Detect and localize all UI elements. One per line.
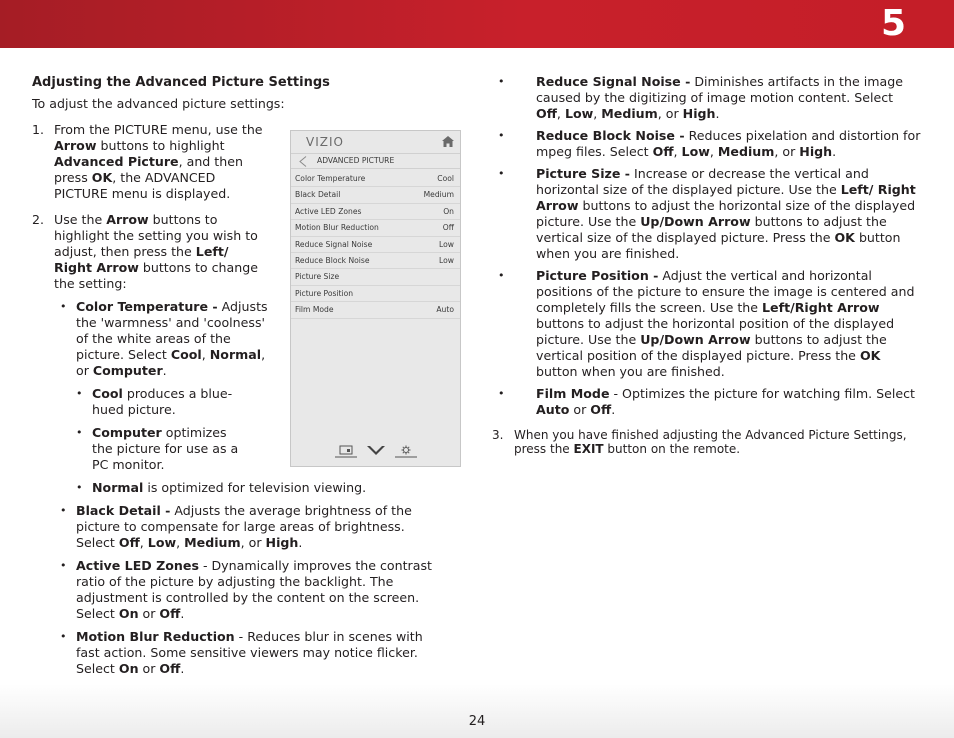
chapter-header-bar: [0, 0, 954, 48]
step-text: Use the Arrow buttons to highlight the setting you wish to adjust, then press the Left/ Right Arrow buttons to change the setting:: [54, 212, 258, 291]
home-icon: [442, 136, 454, 147]
menu-row-label: Motion Blur Reduction: [295, 223, 379, 233]
section-title: Adjusting the Advanced Picture Settings: [32, 75, 330, 90]
menu-row: [291, 269, 460, 285]
menu-row: [291, 286, 460, 302]
sub-bullet-cool: • Cool produces a blue-hued picture.: [70, 386, 250, 418]
menu-row-label: Film Mode: [295, 305, 334, 315]
bullet-black-detail: • Black Detail - Adjusts the average brightness of the picture to compensate for large areas of brightness. Select Off, Low, Medium, or High.: [54, 503, 432, 551]
menu-row-value: On: [443, 206, 454, 216]
bullet-reduce-signal-noise: • Reduce Signal Noise - Diminishes artifacts in the image caused by the digitizing of image motion content. Select Off, Low, Medium, or High.: [492, 74, 922, 122]
step-number: 2.: [32, 212, 45, 227]
advanced-picture-menu-illustration: [290, 130, 461, 467]
menu-row-label: Picture Size: [295, 272, 340, 282]
menu-row: [291, 204, 460, 220]
menu-row: [291, 253, 460, 269]
step-text: From the PICTURE menu, use the Arrow buttons to highlight Advanced Picture, and then press OK, the ADVANCED PICTURE menu is displayed.: [54, 122, 263, 201]
bullet-motion-blur-reduction: • Motion Blur Reduction - Reduces blur in scenes with fast action. Some sensitive viewers may notice flicker. Select On or Off.: [54, 629, 440, 677]
sub-bullet-computer: • Computer optimizes the picture for use as a PC monitor.: [70, 425, 250, 473]
gear-icon: [395, 444, 417, 458]
step-3: [492, 428, 922, 456]
menu-row-label: Black Detail: [295, 190, 341, 200]
menu-row: [291, 302, 460, 318]
bullet-reduce-block-noise: • Reduce Block Noise - Reduces pixelation and distortion for mpeg files. Select Off, Low, Medium, or High.: [492, 128, 922, 160]
bullet-film-mode: • Film Mode - Optimizes the picture for watching film. Select Auto or Off.: [492, 386, 922, 418]
menu-title-row: [291, 153, 460, 169]
footer-bar: [0, 684, 954, 738]
menu-row-value: Cool: [437, 174, 454, 183]
menu-row-value: Medium: [423, 190, 454, 200]
step-number: 3.: [492, 428, 504, 442]
bullet-color-temperature: • Color Temperature - Adjusts the 'warmness' and 'coolness' of the white areas of the picture. Select Cool, Normal, or Computer.: [54, 299, 268, 379]
vizio-logo: VIZIO: [306, 135, 344, 149]
menu-row-label: Color Temperature: [295, 174, 366, 183]
page-number: 24: [468, 714, 486, 729]
menu-rows: [291, 171, 460, 319]
menu-row-label: Reduce Signal Noise: [295, 239, 373, 249]
back-arrow-icon: [299, 156, 307, 167]
step-text: When you have finished adjusting the Advanced Picture Settings, press the EXIT button on the remote.: [514, 428, 907, 456]
menu-row-value: Off: [442, 223, 454, 233]
menu-top-bar: [291, 131, 460, 153]
menu-row-label: Picture Position: [295, 288, 354, 298]
menu-row: [291, 171, 460, 187]
menu-row: [291, 187, 460, 203]
menu-bottom-icons: [335, 444, 419, 458]
menu-row-value: Auto: [436, 305, 454, 315]
chevron-down-icon: [365, 444, 387, 458]
bullet-active-led-zones: • Active LED Zones - Dynamically improves the contrast ratio of the picture by adjusting the backlight. The adjustment is controlled by the content on the screen. Select On or Off.: [54, 558, 432, 622]
menu-row-value: Low: [439, 255, 454, 265]
input-icon: [335, 444, 357, 458]
step-number: 1.: [32, 122, 45, 137]
bullet-picture-size: • Picture Size - Increase or decrease the vertical and horizontal size of the displayed picture. Use the Left/ Right Arrow buttons to adjust the horizontal size of the displayed picture. Use the Up/Down Arrow buttons to adjust the vertical size of the displayed picture. Press the OK button when you are finished.: [492, 166, 922, 262]
right-column: [492, 74, 922, 456]
chapter-number: 5: [880, 3, 906, 44]
menu-title: ADVANCED PICTURE: [317, 156, 395, 165]
intro-text: To adjust the advanced picture settings:: [32, 96, 285, 111]
menu-row-value: Low: [439, 239, 454, 249]
menu-row-label: Active LED Zones: [295, 206, 362, 216]
menu-row: [291, 220, 460, 236]
menu-row: [291, 237, 460, 253]
menu-row-label: Reduce Block Noise: [295, 255, 370, 265]
bullet-picture-position: • Picture Position - Adjust the vertical and horizontal positions of the picture to ensure the image is centered and completely fills the screen. Use the Left/Right Arrow buttons to adjust the horizontal position of the displayed picture. Use the Up/Down Arrow buttons to adjust the vertical position of the displayed picture. Press the OK button when you are finished.: [492, 268, 922, 380]
sub-bullet-normal: • Normal is optimized for television viewing.: [70, 480, 430, 496]
